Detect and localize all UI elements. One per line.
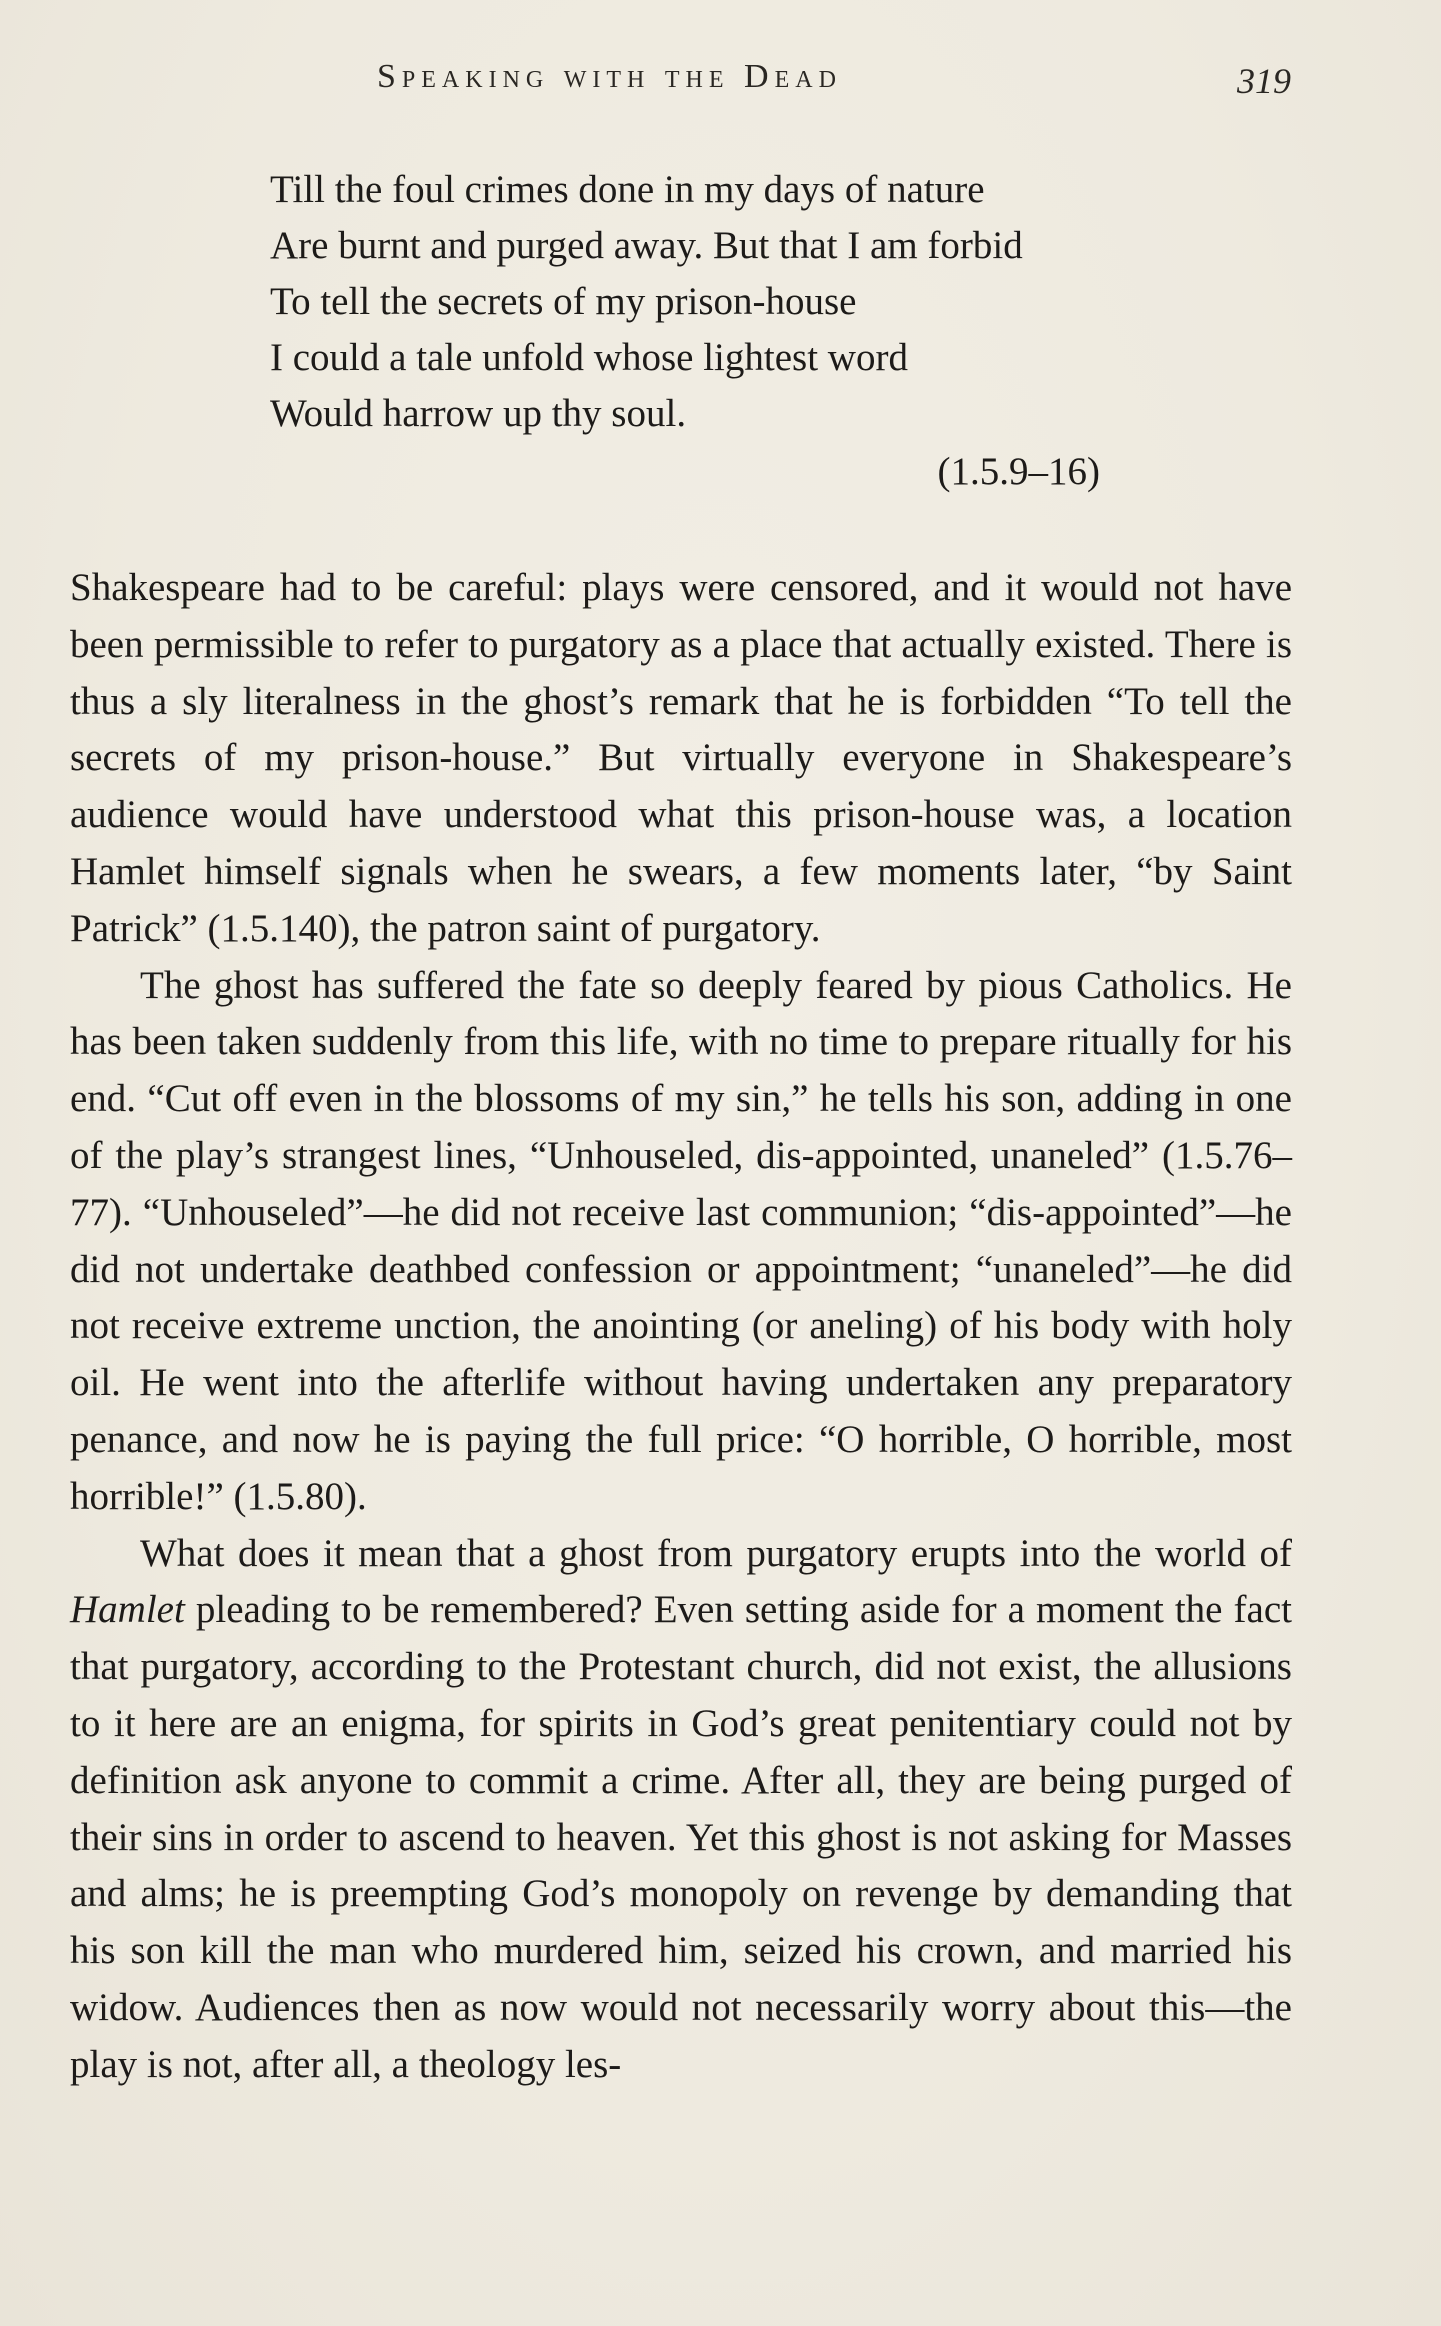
paragraph-1: Shakespeare had to be careful: plays were censored, and it would not have been permissible to refer to purgatory as a place that actually existed. There is thus a sly literalness in the ghost’s remark that he is forbidden “To tell the secrets of my prison-house.” But virtually everyone in Shakespeare’s audience would have understood what this prison-house was, a location Hamlet himself signals when he swears, a few moments later, “by Saint Patrick” (1.5.140), the patron saint of purgatory.	[70, 566, 1292, 950]
paragraph-2: The ghost has suffered the fate so deeply feared by pious Catholics. He has been taken suddenly from this life, with no time to prepare ritually for his end. “Cut off even in the blossoms of my sin,” he tells his son, adding in one of the play’s strangest lines, “Unhouseled, dis-appointed, unaneled” (1.5.76–77). “Unhouseled”—he did not receive last communion; “dis-appointed”—he did not undertake deathbed confession or appointment; “unaneled”—he did not receive extreme unction, the anointing (or aneling) of his body with holy oil. He went into the afterlife without having undertaken any preparatory penance, and now he is paying the full price: “O horrible, O horrible, most horrible!” (1.5.80).	[70, 963, 1292, 1518]
page-number: 319	[1237, 61, 1291, 101]
running-head: Speaking with the Dead	[377, 58, 842, 95]
body-text	[70, 560, 1292, 2094]
paragraph-3-text-start: What does it mean that a ghost from purgatory erupts into the world of	[140, 1531, 1292, 1575]
verse-line: I could a tale unfold whose lightest word	[270, 336, 908, 379]
verse-quotation	[270, 162, 1100, 500]
verse-citation: (1.5.9–16)	[937, 450, 1100, 493]
verse-line: Till the foul crimes done in my days of nature	[270, 168, 985, 211]
verse-line: Would harrow up thy soul.	[270, 392, 687, 435]
paragraph-3	[70, 1526, 1292, 2094]
verse-line: To tell the secrets of my prison-house	[270, 280, 857, 323]
play-title-italic: Hamlet	[70, 1588, 185, 1632]
paragraph-3-text-end: pleading to be remembered? Even setting aside for a moment the fact that purgatory, according to the Protestant church, did not exist, the allusions to it here are an enigma, for spirits in God’s great penitentiary could not by definition ask anyone to commit a crime. After all, they are being purged of their sins in order to ascend to heaven. Yet this ghost is not asking for Masses and alms; he is preempting God’s monopoly on revenge by demanding that his son kill the man who murdered him, seized his crown, and married his widow. Audiences then as now would not necessarily worry about this—the play is not, after all, a theology les-	[70, 1588, 1292, 2086]
verse-line: Are burnt and purged away. But that I am forbid	[270, 224, 1023, 267]
